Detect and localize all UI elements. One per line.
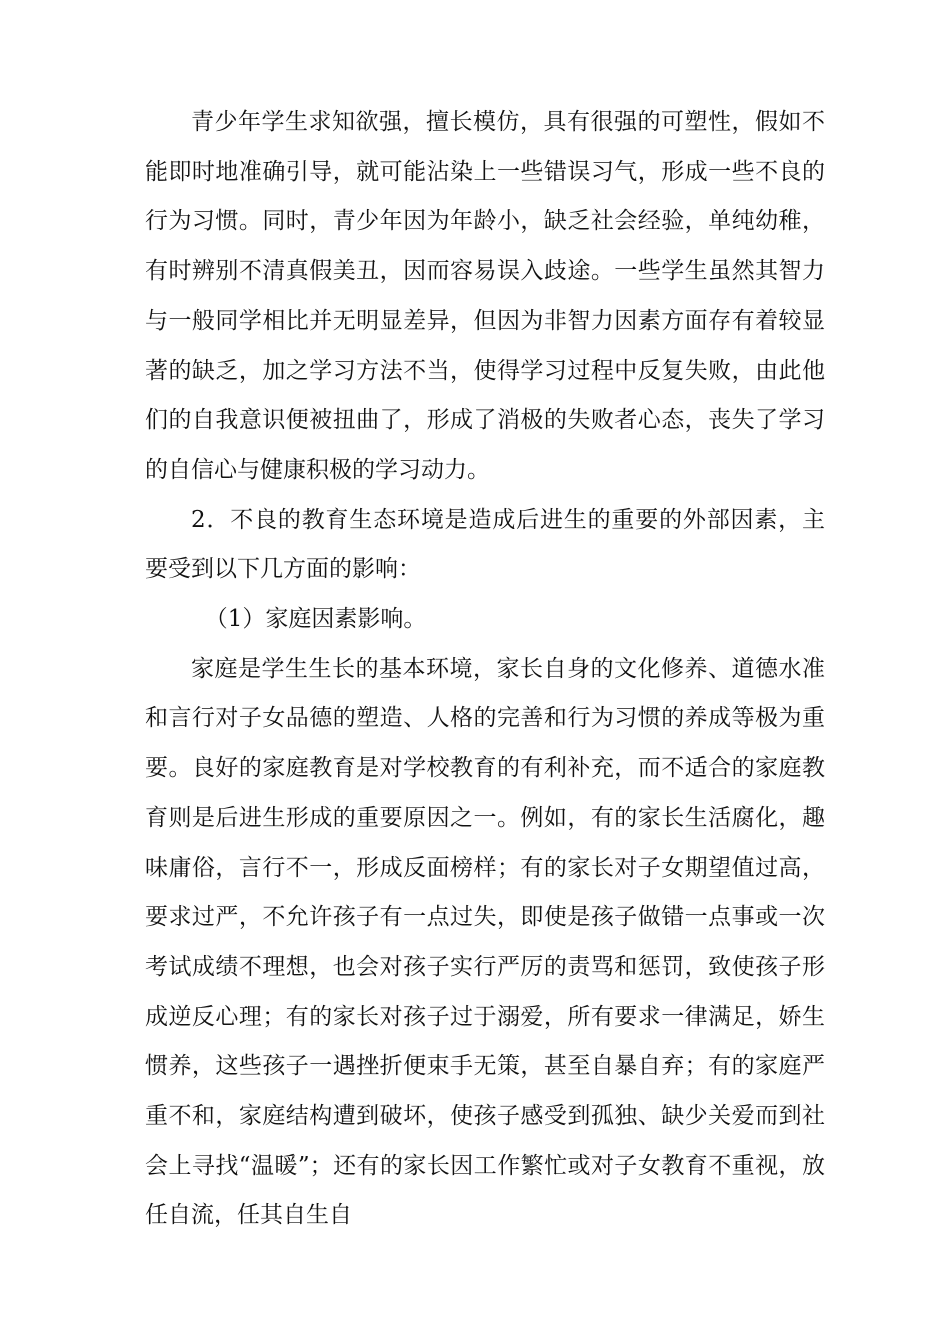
subheading-family-factors: （1）家庭因素影响。	[204, 606, 427, 633]
paragraph-family-environment: 家庭是学生生长的基本环境，家长自身的文化修养、道德水准和言行对子女品德的塑造、人格的完善和行为习惯的养成等极为重要。良好的家庭教育是对学校教育的有利补充，而不适合的家庭教育则是后进生形成的重要原因之一。例如，有的家长生活腐化，趣味庸俗，言行不一，形成反面榜样；有的家长对子女期望值过高，要求过严，不允许孩子有一点过失，即使是孩子做错一点事或一次考试成绩不理想，也会对孩子实行严厉的责骂和惩罚，致使孩子形成逆反心理；有的家长对孩子过于溺爱，所有要求一律满足，娇生惯养，这些孩子一遇挫折便束手无策，甚至自暴自弃；有的家庭严重不和，家庭结构遭到破坏，使孩子感受到孤独、缺少关爱而到社会上寻找“温暖”；还有的家长因工作繁忙或对子女教育不重视，放任自流，任其自生自	[145, 655, 825, 1229]
paragraph-student-psychology: 青少年学生求知欲强，擅长模仿，具有很强的可塑性，假如不能即时地准确引导，就可能沾染上一些错误习气，形成一些不良的行为习惯。同时，青少年因为年龄小，缺乏社会经验，单纯幼稚，有时辨别不清真假美丑，因而容易误入歧途。一些学生虽然其智力与一般同学相比并无明显差异，但因为非智力因素方面存有着较显著的缺乏，加之学习方法不当，使得学习过程中反复失败，由此他们的自我意识便被扭曲了，形成了消极的失败者心态，丧失了学习的自信心与健康积极的学习动力。	[145, 109, 825, 483]
paragraph-external-factors: 2．不良的教育生态环境是造成后进生的重要的外部因素，主要受到以下几方面的影响：	[145, 506, 825, 583]
document-body	[145, 98, 825, 1241]
